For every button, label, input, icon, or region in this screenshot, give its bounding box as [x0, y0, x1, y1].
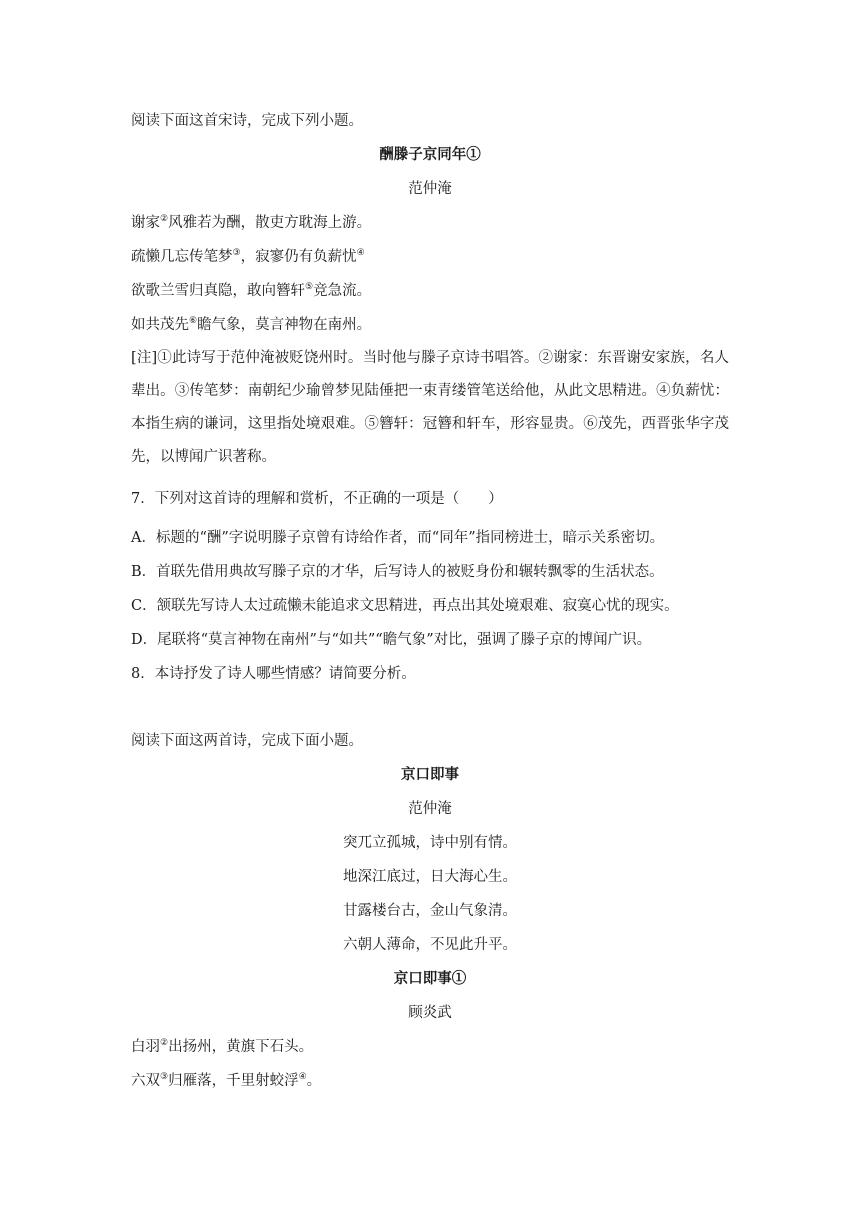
poem2-line: 白羽②出扬州，黄旗下石头。 — [131, 1038, 314, 1055]
poem-line: 如共茂先⑥瞻气象，莫言神物在南州。 — [131, 316, 372, 333]
poem1-line: 突兀立孤城，诗中别有情。 — [343, 835, 517, 851]
poem-title: 酬滕子京同年① — [379, 146, 481, 163]
poem1-author: 范仲淹 — [408, 801, 452, 817]
poem-line: 谢家②风雅若为酬，散吏方耽海上游。 — [131, 214, 372, 231]
poem1-line: 地深江底过，日大海心生。 — [343, 869, 517, 885]
poem2-line: 六双③归雁落，千里射蛟浮④。 — [131, 1072, 322, 1089]
option-c: C．颔联先写诗人太过疏懒未能追求文思精进，再点出其处境艰难、寂寞心忧的现实。 — [131, 598, 679, 614]
question-7: 7．下列对这首诗的理解和赏析，不正确的一项是（ ） — [131, 491, 503, 507]
poem-author: 范仲淹 — [408, 181, 452, 197]
question-8: 8．本诗抒发了诗人哪些情感？请简要分析。 — [131, 666, 416, 682]
poem1-line: 甘露楼台古，金山气象清。 — [343, 903, 517, 919]
option-d: D．尾联将“莫言神物在南州”与“如共”“瞻气象”对比，强调了滕子京的博闻广识。 — [131, 632, 652, 648]
option-b: B．首联先借用典故写滕子京的才华，后写诗人的被贬身份和辗转飘零的生活状态。 — [131, 564, 664, 580]
poem-annotation: [注]①此诗写于范仲淹被贬饶州时。当时他与滕子京诗书唱答。②谢家：东晋谢安家族，名人辈出。③传笔梦：南朝纪少瑜曾梦见陆倕把一束青缕管笔送给他，从此文思精进。④负薪忧：本指生病的谦词，这里指处境艰难。⑤簪轩：冠簪和轩车，形容显贵。⑥茂先，西晋张华字茂先，以博闻广识著称。 — [131, 350, 729, 465]
poem-line: 疏懒几忘传笔梦③，寂寥仍有负薪忧④ — [131, 248, 365, 265]
poem1-line: 六朝人薄命，不见此升平。 — [343, 937, 517, 953]
poem2-author: 顾炎武 — [408, 1005, 452, 1021]
option-a: A．标题的“酬”字说明滕子京曾有诗给作者，而“同年”指同榜进士，暗示关系密切。 — [131, 530, 665, 546]
section1-intro: 阅读下面这首宋诗，完成下列小题。 — [131, 113, 363, 129]
poem1-title: 京口即事 — [401, 766, 459, 783]
poem-line: 欲歌兰雪归真隐，敢向簪轩⑤竞急流。 — [131, 282, 372, 299]
section2-intro: 阅读下面这两首诗，完成下面小题。 — [131, 733, 363, 749]
poem2-title: 京口即事① — [393, 970, 467, 987]
